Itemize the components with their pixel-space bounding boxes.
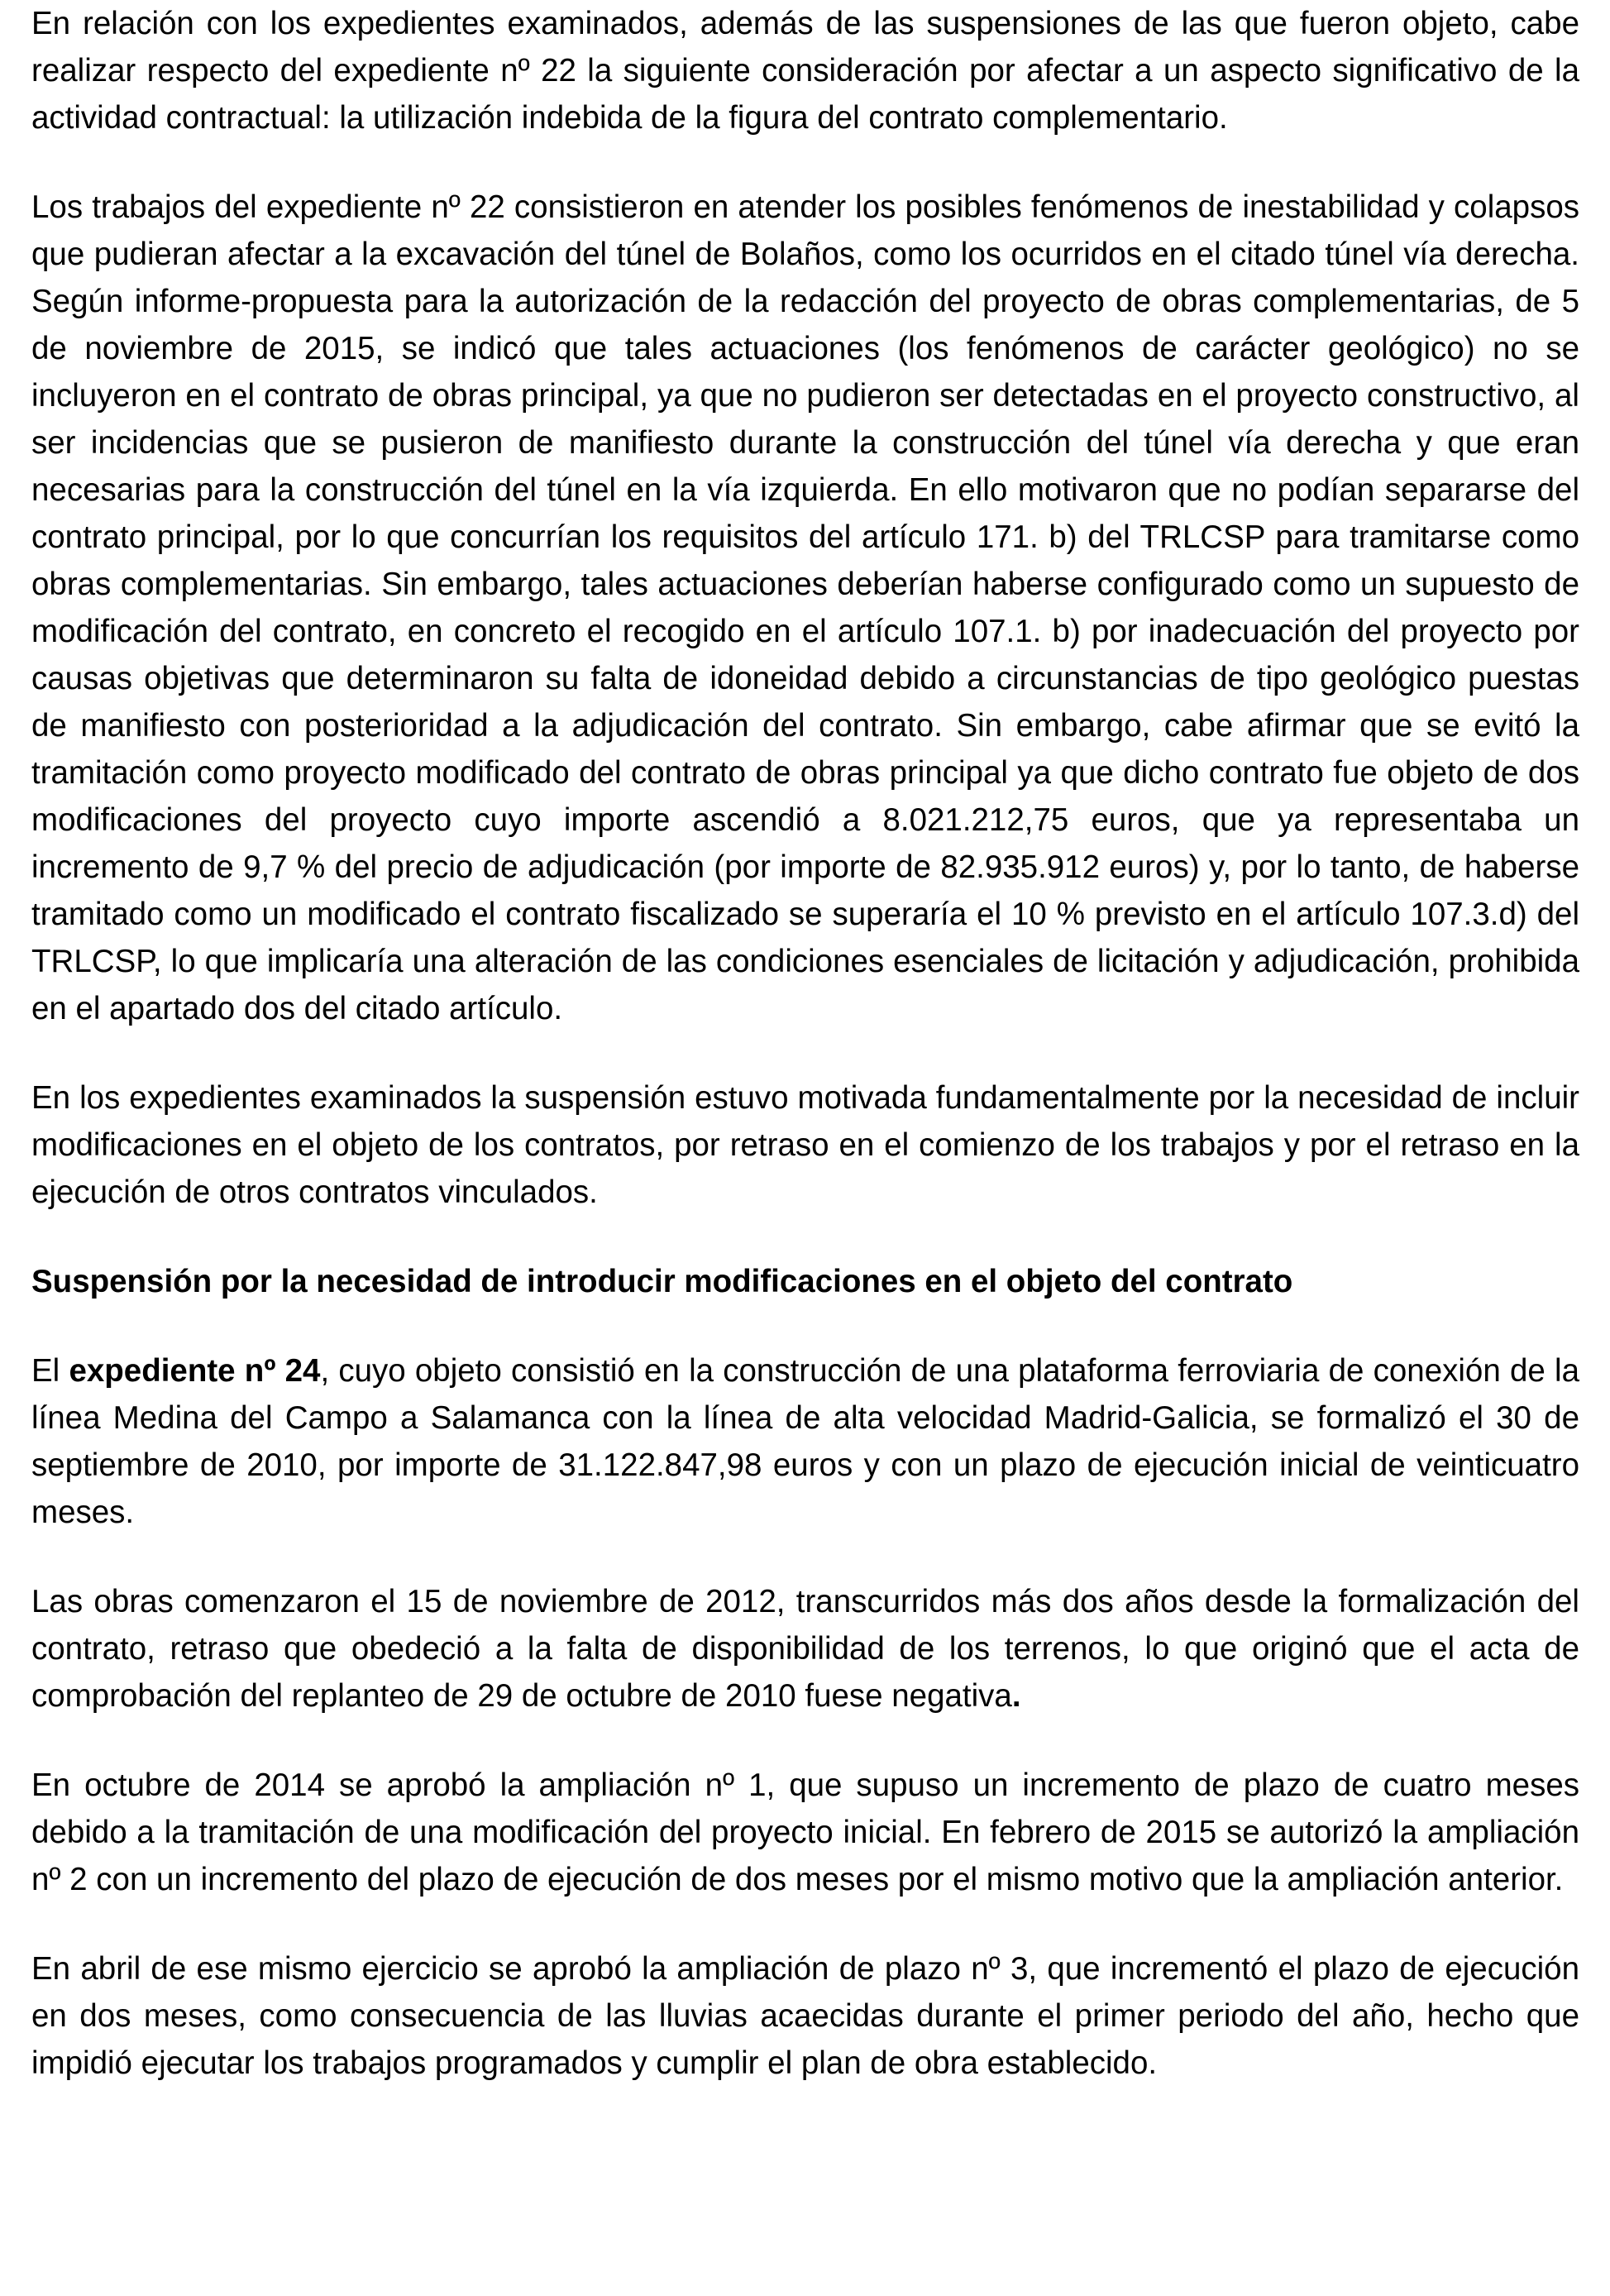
paragraph-4: [31, 1347, 1579, 1536]
section-heading: Suspensión por la necesidad de introducir modificaciones en el objeto del contrato: [31, 1264, 1293, 1299]
paragraph-7: En abril de ese mismo ejercicio se aprobó la ampliación de plazo nº 3, que incrementó el plazo de ejecución en dos meses, como consecuencia de las lluvias acaecidas durante el primer periodo del año, hecho que impidió ejecutar los trabajos programados y cumplir el plan de obra establecido.: [31, 1951, 1579, 2081]
paragraph-5-text: Las obras comenzaron el 15 de noviembre de 2012, transcurridos más dos años desde la formalización del contrato, retraso que obedeció a la falta de disponibilidad de los terrenos, lo que originó que el acta de comprobación del replanteo de 29 de octubre de 2010 fuese negativa: [31, 1584, 1579, 1714]
paragraph-5-period: .: [1011, 1678, 1021, 1714]
paragraph-4-lead: El: [31, 1353, 69, 1389]
paragraph-4-rest: , cuyo objeto consistió en la construcción de una plataforma ferroviaria de conexión de la línea Medina del Campo a Salamanca con la línea de alta velocidad Madrid-Galicia, se formalizó el 30 de septiembre de 2010, por importe de 31.122.847,98 euros y con un plazo de ejecución inicial de veinticuatro meses.: [31, 1353, 1579, 1530]
paragraph-1: En relación con los expedientes examinados, además de las suspensiones de las que fueron objeto, cabe realizar respecto del expediente nº 22 la siguiente consideración por afectar a un aspecto significativo de la actividad contractual: la utilización indebida de la figura del contrato complementario.: [31, 6, 1579, 136]
paragraph-2: Los trabajos del expediente nº 22 consistieron en atender los posibles fenómenos de inestabilidad y colapsos que pudieran afectar a la excavación del túnel de Bolaños, como los ocurridos en el citado túnel vía derecha. Según informe-propuesta para la autorización de la redacción del proyecto de obras complementarias, de 5 de noviembre de 2015, se indicó que tales actuaciones (los fenómenos de carácter geológico) no se incluyeron en el contrato de obras principal, ya que no pudieron ser detectadas en el proyecto constructivo, al ser incidencias que se pusieron de manifiesto durante la construcción del túnel vía derecha y que eran necesarias para la construcción del túnel en la vía izquierda. En ello motivaron que no podían separarse del contrato principal, por lo que concurrían los requisitos del artículo 171. b) del TRLCSP para tramitarse como obras complementarias. Sin embargo, tales actuaciones deberían haberse configurado como un supuesto de modificación del contrato, en concreto el recogido en el artículo 107.1. b) por inadecuación del proyecto por causas objetivas que determinaron su falta de idoneidad debido a circunstancias de tipo geológico puestas de manifiesto con posterioridad a la adjudicación del contrato. Sin embargo, cabe afirmar que se evitó la tramitación como proyecto modificado del contrato de obras principal ya que dicho contrato fue objeto de dos modificaciones del proyecto cuyo importe ascendió a 8.021.212,75 euros, que ya representaba un incremento de 9,7 % del precio de adjudicación (por importe de 82.935.912 euros) y, por lo tanto, de haberse tramitado como un modificado el contrato fiscalizado se superaría el 10 % previsto en el artículo 107.3.d) del TRLCSP, lo que implicaría una alteración de las condiciones esenciales de licitación y adjudicación, prohibida en el apartado dos del citado artículo.: [31, 189, 1579, 1026]
document-page: [31, 0, 1579, 2129]
paragraph-6: En octubre de 2014 se aprobó la ampliación nº 1, que supuso un incremento de plazo de cuatro meses debido a la tramitación de una modificación del proyecto inicial. En febrero de 2015 se autorizó la ampliación nº 2 con un incremento del plazo de ejecución de dos meses por el mismo motivo que la ampliación anterior.: [31, 1767, 1579, 1897]
paragraph-3: En los expedientes examinados la suspensión estuvo motivada fundamentalmente por la necesidad de incluir modificaciones en el objeto de los contratos, por retraso en el comienzo de los trabajos y por el retraso en la ejecución de otros contratos vinculados.: [31, 1080, 1579, 1210]
expediente-24-label: expediente nº 24: [69, 1353, 321, 1389]
paragraph-5: [31, 1578, 1579, 1720]
